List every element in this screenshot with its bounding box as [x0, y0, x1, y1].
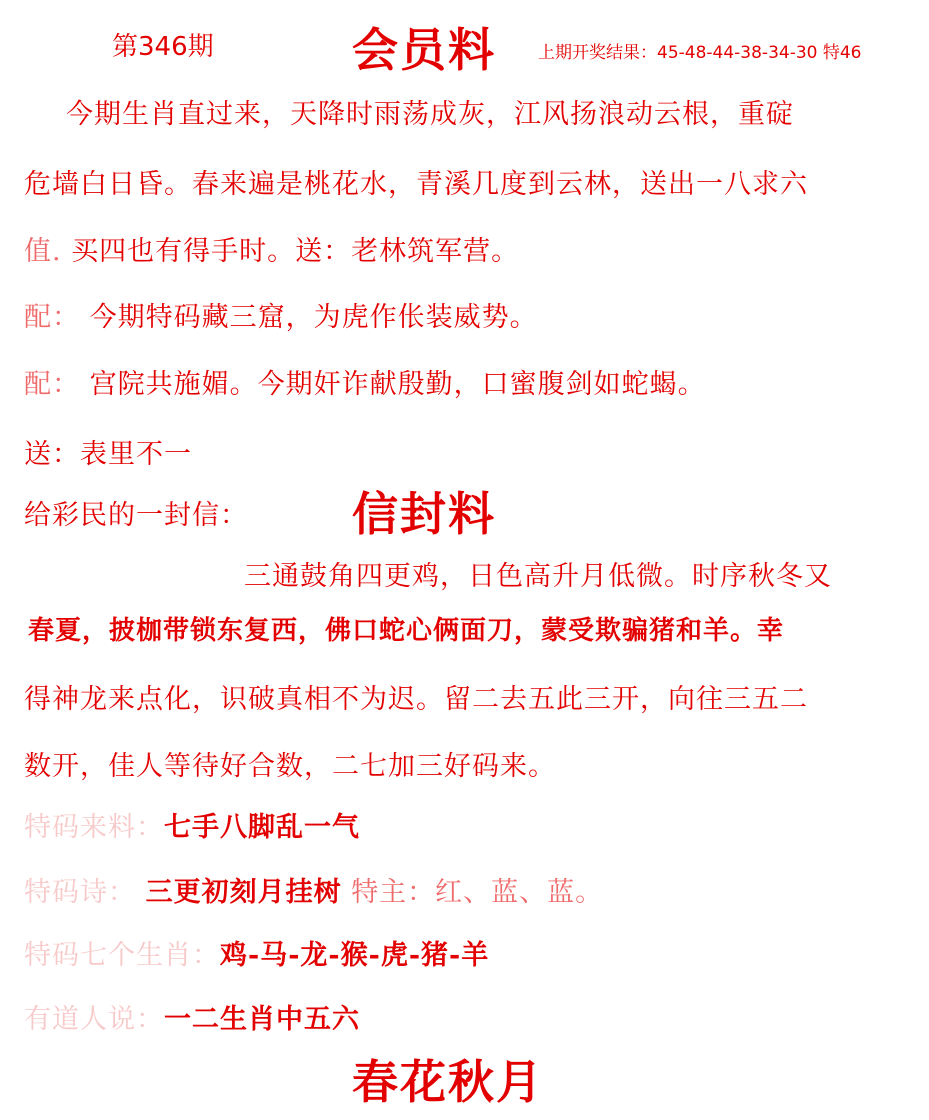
extras-row-4-label: 有道人说：: [24, 1004, 164, 1035]
extras-row-2: [24, 870, 603, 909]
extras-row-4-value: 一二生肖中五六: [164, 1004, 360, 1035]
page-title: 会员料: [352, 23, 496, 77]
extras-row-1: [24, 805, 360, 844]
extras-row-3-value: 鸡-马-龙-猴-虎-猪-羊: [220, 940, 490, 971]
song-line: 送：表里不一: [24, 439, 192, 470]
letter-line-3: 得神龙来点化，识破真相不为迟。留二去五此三开，向往三五二: [24, 684, 808, 715]
poem-line-1: 今期生肖直过来，天降时雨荡成灰，江风扬浪动云根，重碇: [66, 99, 794, 130]
pei-line-2: [24, 362, 706, 401]
poem-line-3-prefix: 值.: [24, 236, 62, 267]
letter-line-4: 数开，佳人等待好合数，二七加三好码来。: [24, 751, 556, 782]
issue-number: 第346期: [112, 32, 214, 62]
extras-row-3-label: 特码七个生肖：: [24, 940, 220, 971]
extras-row-3: [24, 933, 489, 972]
extras-row-2-value: 三更初刻月挂树: [145, 877, 342, 908]
extras-row-1-value: 七手八脚乱一气: [164, 812, 360, 843]
pei-2-text: 宫院共施媚。今期奸诈献殷勤，口蜜腹剑如蛇蝎。: [89, 369, 706, 400]
poem-line-2: 危墙白日昏。春来遍是桃花水，青溪几度到云林，送出一八求六: [24, 169, 808, 200]
extras-row-1-label: 特码来料：: [24, 812, 164, 843]
extras-row-2-extra: 特主：红、蓝、蓝。: [351, 877, 604, 908]
poem-line-3: [24, 229, 519, 268]
footer-title: 春花秋月: [352, 1055, 544, 1109]
pei-1-label: 配：: [24, 302, 80, 333]
extras-row-4: [24, 997, 360, 1036]
letter-intro: 给彩民的一封信：: [24, 500, 248, 531]
letter-title: 信封料: [352, 487, 496, 541]
pei-2-label: 配：: [24, 369, 80, 400]
last-draw-result: 上期开奖结果：45-48-44-38-34-30 特46: [538, 43, 862, 63]
letter-line-1: 三通鼓角四更鸡，日色高升月低微。时序秋冬又: [244, 561, 832, 592]
pei-1-text: 今期特码藏三窟，为虎作伥装威势。: [89, 302, 538, 333]
extras-row-2-label: 特码诗：: [24, 877, 136, 908]
pei-line-1: [24, 295, 538, 334]
letter-line-2: 春夏，披枷带锁东复西，佛口蛇心俩面刀，蒙受欺骗猪和羊。幸: [28, 616, 785, 646]
poem-line-3-text: 买四也有得手时。送：老林筑军营。: [71, 236, 520, 267]
